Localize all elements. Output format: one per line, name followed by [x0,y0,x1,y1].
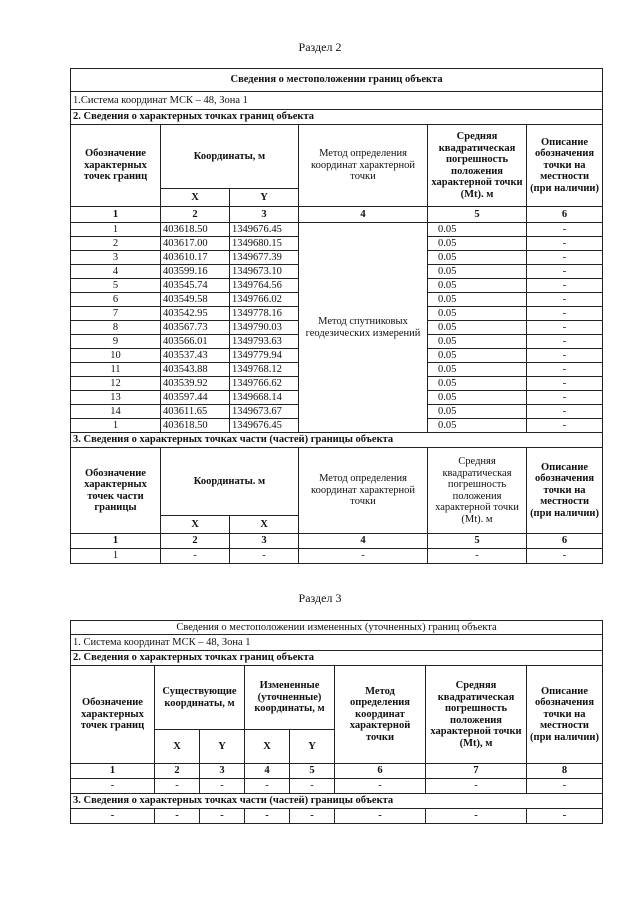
data-cell: - [200,779,245,794]
data-cell: - [290,779,335,794]
description-cell: - [527,391,603,405]
point-number-cell: 6 [71,293,161,307]
coord-system-row: 1.Система координат МСК – 48, Зона 1 [71,92,603,110]
y-coordinate-cell: 1349680.15 [230,237,299,251]
point-number-cell: 7 [71,307,161,321]
point-number-cell: 4 [71,265,161,279]
point-number-cell: 9 [71,335,161,349]
col-designation-header: Обозначение характерных точек границ [71,666,155,764]
parts-cell: 1 [71,549,161,564]
error-cell: 0.05 [428,293,527,307]
parts-cell: - [200,809,245,824]
point-number-cell: 8 [71,321,161,335]
x-coordinate-cell: 403566.01 [161,335,230,349]
section-2-title: Раздел 2 [298,40,342,54]
x-coordinate-cell: 403537.43 [161,349,230,363]
col-description-header: Описание обозначения точки на местности (при наличии) [527,125,603,207]
parts-cell: - [71,809,155,824]
parts-cell: - [527,809,603,824]
parts-method-header: Метод определения координат характерной точки [299,448,428,534]
col-designation-header: Обозначение характерных точек границ [71,125,161,207]
parts-heading: 3. Сведения о характерных точках части (частей) границы объекта [71,433,603,448]
col-number: 6 [527,534,603,549]
col-y-header: Y [200,730,245,764]
points-heading: 2. Сведения о характерных точках границ объекта [71,110,603,125]
col-number: 3 [200,764,245,779]
error-cell: 0.05 [428,251,527,265]
parts-description-header: Описание обозначения точки на местности (при наличии) [527,448,603,534]
col-number: 1 [71,207,161,223]
data-cell: - [245,779,290,794]
col-number: 1 [71,764,155,779]
data-cell: - [155,779,200,794]
parts-cell: - [299,549,428,564]
col-error-header: Средняя квадратическая погрешность положения характерной точки (Mt). м [428,125,527,207]
parts-heading: 3. Сведения о характерных точках части (частей) границы объекта [71,794,603,809]
x-coordinate-cell: 403549.58 [161,293,230,307]
data-cell: - [335,779,426,794]
parts-cell: - [245,809,290,824]
description-cell: - [527,237,603,251]
col-number: 5 [290,764,335,779]
x-coordinate-cell: 403597.44 [161,391,230,405]
x-coordinate-cell: 403599.16 [161,265,230,279]
x-coordinate-cell: 403539.92 [161,377,230,391]
error-cell: 0.05 [428,321,527,335]
error-cell: 0.05 [428,265,527,279]
error-cell: 0.05 [428,363,527,377]
method-cell: Метод спутниковых геодезических измерений [299,223,428,433]
boundaries-table [70,68,603,564]
point-number-cell: 5 [71,279,161,293]
parts-error-header: Средняя квадратическая погрешность положения характерной точки (Mt). м [428,448,527,534]
description-cell: - [527,293,603,307]
error-cell: 0.05 [428,279,527,293]
col-number: 2 [161,207,230,223]
col-number: 3 [230,207,299,223]
parts-cell: - [230,549,299,564]
parts-designation-header: Обозначение характерных точек части границы [71,448,161,534]
data-cell: - [426,779,527,794]
error-cell: 0.05 [428,307,527,321]
description-cell: - [527,265,603,279]
points-heading: 2. Сведения о характерных точках границ объекта [71,651,603,666]
col-method-header: Метод определения координат характерной точки [299,125,428,207]
changed-boundaries-table [70,620,603,824]
y-coordinate-cell: 1349677.39 [230,251,299,265]
y-coordinate-cell: 1349676.45 [230,419,299,433]
x-coordinate-cell: 403545.74 [161,279,230,293]
y-coordinate-cell: 1349778.16 [230,307,299,321]
error-cell: 0.05 [428,377,527,391]
coord-system-row: 1. Система координат МСК – 48, Зона 1 [71,635,603,651]
description-cell: - [527,377,603,391]
point-number-cell: 13 [71,391,161,405]
parts-cell: - [428,549,527,564]
point-number-cell: 1 [71,419,161,433]
parts-cell: - [527,549,603,564]
description-cell: - [527,349,603,363]
description-cell: - [527,335,603,349]
description-cell: - [527,321,603,335]
point-number-cell: 12 [71,377,161,391]
col-number: 2 [155,764,200,779]
point-number-cell: 10 [71,349,161,363]
description-cell: - [527,419,603,433]
description-cell: - [527,307,603,321]
parts-cell: - [426,809,527,824]
parts-cell: - [155,809,200,824]
col-existing-header: Существующие координаты, м [155,666,245,730]
error-cell: 0.05 [428,405,527,419]
col-number: 6 [527,207,603,223]
y-coordinate-cell: 1349673.10 [230,265,299,279]
y-coordinate-cell: 1349766.62 [230,377,299,391]
description-cell: - [527,405,603,419]
col-number: 6 [335,764,426,779]
parts-cell: - [161,549,230,564]
col-number: 2 [161,534,230,549]
y-coordinate-cell: 1349766.02 [230,293,299,307]
col-x-header: X [161,189,230,207]
parts-x1-header: X [161,516,230,534]
error-cell: 0.05 [428,335,527,349]
parts-cell: - [335,809,426,824]
col-number: 1 [71,534,161,549]
parts-coords-header: Координаты. м [161,448,299,516]
col-coords-header: Координаты, м [161,125,299,189]
parts-x2-header: X [230,516,299,534]
y-coordinate-cell: 1349790.03 [230,321,299,335]
error-cell: 0.05 [428,419,527,433]
point-number-cell: 1 [71,223,161,237]
table-title: Сведения о местоположении границ объекта [71,69,603,92]
col-y-header: Y [290,730,335,764]
col-description-header: Описание обозначения точки на местности (при наличии) [527,666,603,764]
parts-cell: - [290,809,335,824]
col-y-header: Y [230,189,299,207]
description-cell: - [527,223,603,237]
x-coordinate-cell: 403618.50 [161,223,230,237]
description-cell: - [527,251,603,265]
error-cell: 0.05 [428,349,527,363]
y-coordinate-cell: 1349676.45 [230,223,299,237]
y-coordinate-cell: 1349673.67 [230,405,299,419]
error-cell: 0.05 [428,223,527,237]
table-row [71,223,603,237]
error-cell: 0.05 [428,391,527,405]
x-coordinate-cell: 403542.95 [161,307,230,321]
data-cell: - [527,779,603,794]
y-coordinate-cell: 1349768.12 [230,363,299,377]
col-number: 4 [299,207,428,223]
point-number-cell: 11 [71,363,161,377]
point-number-cell: 3 [71,251,161,265]
col-error-header: Средняя квадратическая погрешность положения характерной точки (Mt), м [426,666,527,764]
x-coordinate-cell: 403617.00 [161,237,230,251]
col-changed-header: Измененные (уточненные) координаты, м [245,666,335,730]
y-coordinate-cell: 1349764.56 [230,279,299,293]
y-coordinate-cell: 1349793.63 [230,335,299,349]
x-coordinate-cell: 403610.17 [161,251,230,265]
point-number-cell: 2 [71,237,161,251]
section-3-title: Раздел 3 [298,591,342,605]
col-x-header: X [155,730,200,764]
col-number: 5 [428,534,527,549]
col-number: 3 [230,534,299,549]
col-method-header: Метод определения координат характерной точки [335,666,426,764]
col-number: 4 [245,764,290,779]
description-cell: - [527,279,603,293]
point-number-cell: 14 [71,405,161,419]
x-coordinate-cell: 403567.73 [161,321,230,335]
table-title: Сведения о местоположении измененных (уточненных) границ объекта [71,621,603,635]
col-number: 4 [299,534,428,549]
y-coordinate-cell: 1349668.14 [230,391,299,405]
col-x-header: X [245,730,290,764]
y-coordinate-cell: 1349779.94 [230,349,299,363]
col-number: 7 [426,764,527,779]
col-number: 5 [428,207,527,223]
data-cell: - [71,779,155,794]
col-number: 8 [527,764,603,779]
description-cell: - [527,363,603,377]
x-coordinate-cell: 403611.65 [161,405,230,419]
error-cell: 0.05 [428,237,527,251]
x-coordinate-cell: 403543.88 [161,363,230,377]
x-coordinate-cell: 403618.50 [161,419,230,433]
